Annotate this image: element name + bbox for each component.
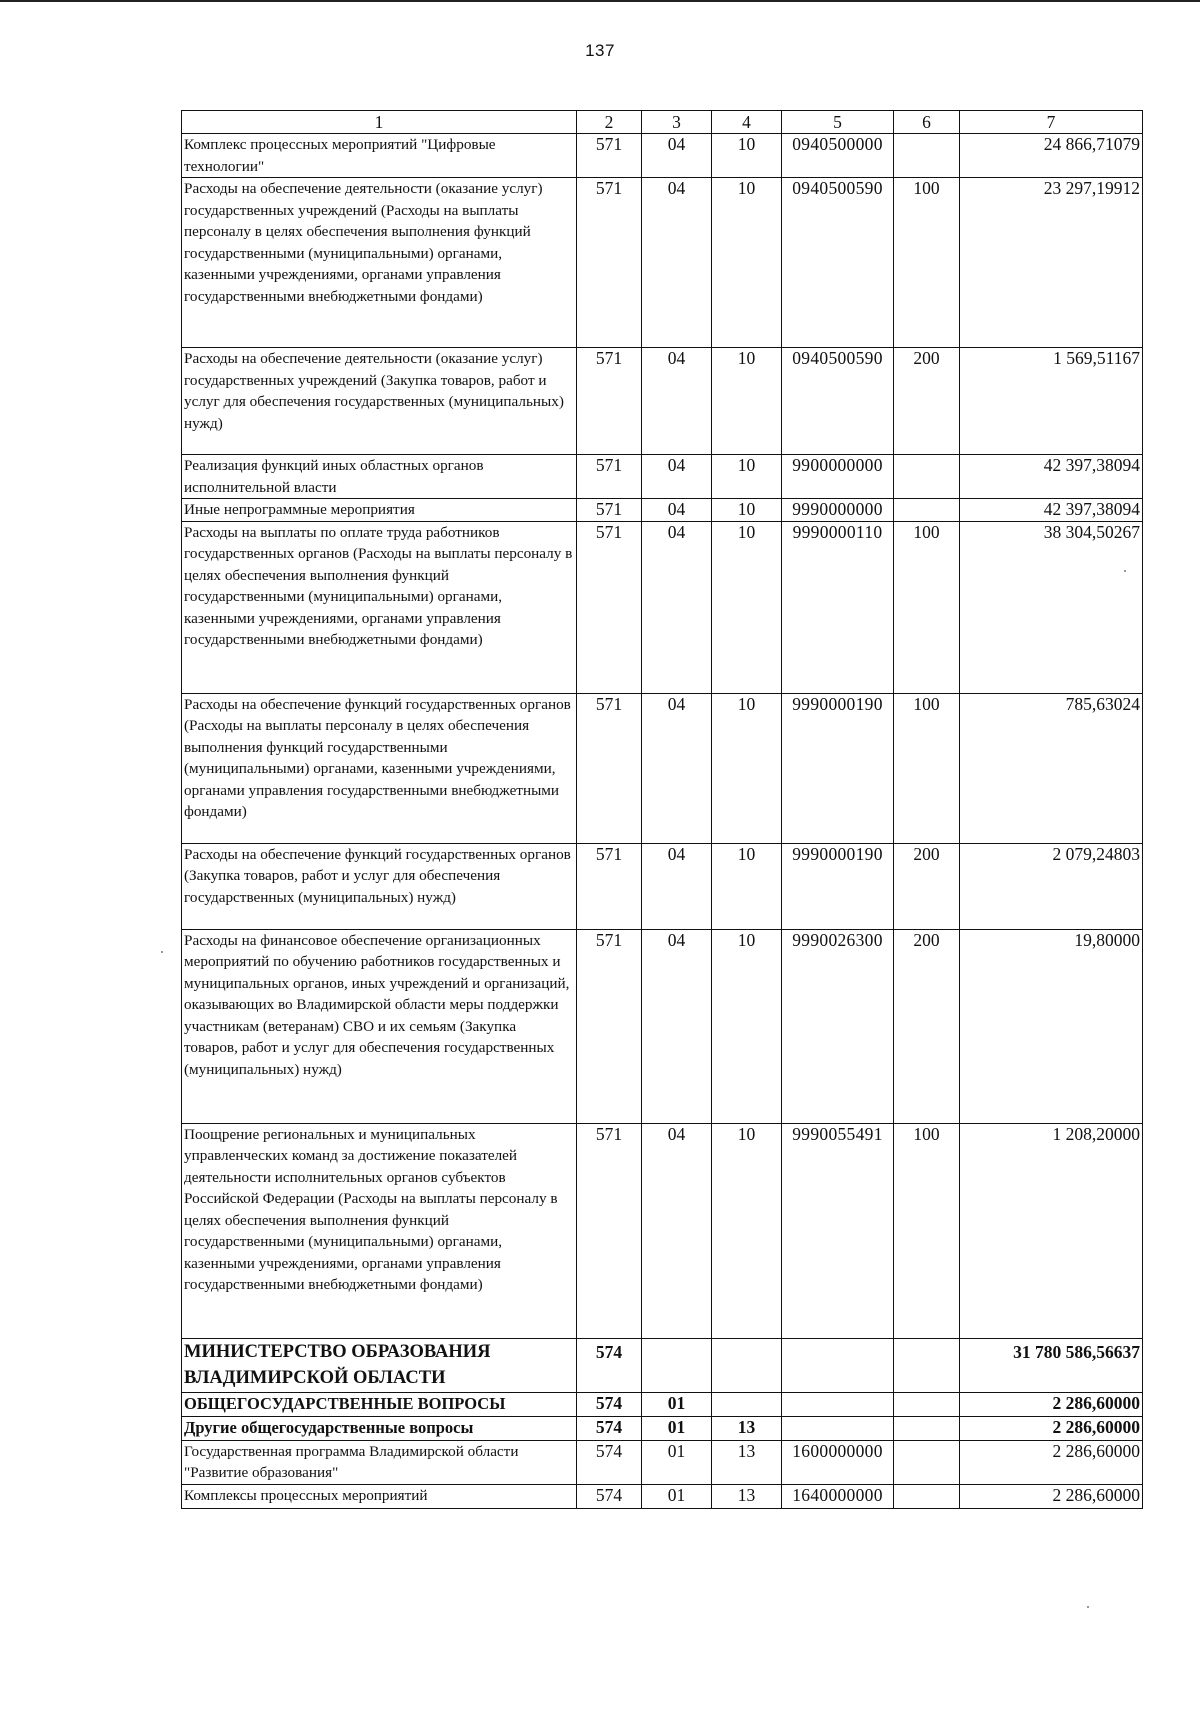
scan-speck <box>1087 1606 1089 1608</box>
expense-type-code <box>894 1484 960 1508</box>
row-name: Реализация функций иных областных органов исполнительной власти <box>182 455 577 499</box>
table-row <box>182 1440 1143 1484</box>
expense-type-code <box>894 1440 960 1484</box>
column-header: 4 <box>712 111 782 134</box>
amount: 24 866,71079 <box>960 134 1143 178</box>
amount: 38 304,50267 <box>960 521 1143 693</box>
row-name: ОБЩЕГОСУДАРСТВЕННЫЕ ВОПРОСЫ <box>182 1392 577 1416</box>
row-name: Расходы на выплаты по оплате труда работников государственных органов (Расходы на выплаты персоналу в целях обеспечения выполнения функций государственными (муниципальными) органами, казенными учреждениями, органами управления государственными внебюджетными фондами) <box>182 521 577 693</box>
row-name: Расходы на обеспечение деятельности (оказание услуг) государственных учреждений (Закупка товаров, работ и услуг для обеспечения государственных (муниципальных) нужд) <box>182 348 577 455</box>
ministry-code: 571 <box>577 134 642 178</box>
section-code: 04 <box>642 843 712 929</box>
subsection-code <box>712 1338 782 1392</box>
section-code: 04 <box>642 521 712 693</box>
ministry-code: 571 <box>577 693 642 843</box>
row-name: Поощрение региональных и муниципальных управленческих команд за достижение показателей деятельности исполнительных органов субъектов Российской Федерации (Расходы на выплаты персоналу в целях обеспечения выполнения функций государственными (муниципальными) органами, казенными учреждениями, органами управления государственными внебюджетными фондами) <box>182 1123 577 1338</box>
expense-type-code: 200 <box>894 929 960 1123</box>
section-code: 04 <box>642 348 712 455</box>
table-row <box>182 693 1143 843</box>
target-article-code <box>782 1392 894 1416</box>
table-row <box>182 521 1143 693</box>
section-code: 04 <box>642 134 712 178</box>
row-name: Комплекс процессных мероприятий "Цифровые технологии" <box>182 134 577 178</box>
table-row-subsection <box>182 1416 1143 1440</box>
amount: 42 397,38094 <box>960 499 1143 522</box>
amount: 2 286,60000 <box>960 1440 1143 1484</box>
expense-type-code <box>894 499 960 522</box>
ministry-code: 574 <box>577 1416 642 1440</box>
subsection-code: 13 <box>712 1440 782 1484</box>
amount: 19,80000 <box>960 929 1143 1123</box>
amount: 23 297,19912 <box>960 178 1143 348</box>
ministry-code: 574 <box>577 1484 642 1508</box>
amount: 2 286,60000 <box>960 1484 1143 1508</box>
section-code: 01 <box>642 1392 712 1416</box>
section-code: 04 <box>642 178 712 348</box>
ministry-code: 574 <box>577 1338 642 1392</box>
amount: 785,63024 <box>960 693 1143 843</box>
target-article-code: 9990000190 <box>782 843 894 929</box>
expense-type-code <box>894 1392 960 1416</box>
target-article-code: 0940500590 <box>782 178 894 348</box>
top-border-line <box>0 0 1200 2</box>
target-article-code: 9990000190 <box>782 693 894 843</box>
table-row <box>182 499 1143 522</box>
section-code: 04 <box>642 455 712 499</box>
section-code: 01 <box>642 1440 712 1484</box>
section-code: 01 <box>642 1484 712 1508</box>
ministry-code: 574 <box>577 1440 642 1484</box>
row-name: Расходы на обеспечение функций государственных органов (Расходы на выплаты персоналу в целях обеспечения выполнения функций государственными (муниципальными) органами, казенными учреждениями, органами управления государственными внебюджетными фондами) <box>182 693 577 843</box>
amount: 2 286,60000 <box>960 1416 1143 1440</box>
subsection-code: 10 <box>712 929 782 1123</box>
table-row <box>182 348 1143 455</box>
scan-speck <box>161 951 163 953</box>
target-article-code: 9990026300 <box>782 929 894 1123</box>
ministry-code: 571 <box>577 843 642 929</box>
expense-type-code <box>894 1416 960 1440</box>
row-name: Другие общегосударственные вопросы <box>182 1416 577 1440</box>
amount: 2 286,60000 <box>960 1392 1143 1416</box>
amount: 1 208,20000 <box>960 1123 1143 1338</box>
target-article-code <box>782 1338 894 1392</box>
subsection-code: 10 <box>712 843 782 929</box>
subsection-code <box>712 1392 782 1416</box>
expense-type-code <box>894 455 960 499</box>
expense-type-code: 100 <box>894 1123 960 1338</box>
section-code: 04 <box>642 929 712 1123</box>
row-name: Комплексы процессных мероприятий <box>182 1484 577 1508</box>
table-row-section <box>182 1392 1143 1416</box>
budget-table <box>181 110 1143 1509</box>
subsection-code: 10 <box>712 455 782 499</box>
target-article-code: 9990055491 <box>782 1123 894 1338</box>
expense-type-code <box>894 134 960 178</box>
table-row <box>182 178 1143 348</box>
target-article-code: 0940500590 <box>782 348 894 455</box>
table-row <box>182 843 1143 929</box>
amount: 31 780 586,56637 <box>960 1338 1143 1392</box>
subsection-code: 13 <box>712 1484 782 1508</box>
section-code: 04 <box>642 693 712 843</box>
target-article-code: 0940500000 <box>782 134 894 178</box>
target-article-code: 9990000000 <box>782 499 894 522</box>
table-row <box>182 134 1143 178</box>
expense-type-code: 200 <box>894 348 960 455</box>
page-number: 137 <box>585 41 615 60</box>
ministry-code: 574 <box>577 1392 642 1416</box>
row-name: Расходы на обеспечение деятельности (оказание услуг) государственных учреждений (Расходы на выплаты персоналу в целях обеспечения выполнения функций государственными (муниципальными) органами, казенными учреждениями, органами управления государственными внебюджетными фондами) <box>182 178 577 348</box>
expense-type-code: 100 <box>894 521 960 693</box>
row-name: Расходы на финансовое обеспечение организационных мероприятий по обучению работников государственных и муниципальных органов, иных учреждений и организаций, оказывающих во Владимирской области меры поддержки участникам (ветеранам) СВО и их семьям (Закупка товаров, работ и услуг для обеспечения государственных (муниципальных) нужд) <box>182 929 577 1123</box>
section-code: 01 <box>642 1416 712 1440</box>
expense-type-code: 100 <box>894 178 960 348</box>
column-header: 5 <box>782 111 894 134</box>
subsection-code: 10 <box>712 521 782 693</box>
row-name: МИНИСТЕРСТВО ОБРАЗОВАНИЯ ВЛАДИМИРСКОЙ ОБЛАСТИ <box>182 1338 577 1392</box>
row-name: Иные непрограммные мероприятия <box>182 499 577 522</box>
column-header: 1 <box>182 111 577 134</box>
amount: 2 079,24803 <box>960 843 1143 929</box>
column-header: 3 <box>642 111 712 134</box>
table-row <box>182 1123 1143 1338</box>
table-row-ministry <box>182 1338 1143 1392</box>
target-article-code <box>782 1416 894 1440</box>
section-code <box>642 1338 712 1392</box>
ministry-code: 571 <box>577 521 642 693</box>
target-article-code: 9990000110 <box>782 521 894 693</box>
target-article-code: 9900000000 <box>782 455 894 499</box>
section-code: 04 <box>642 499 712 522</box>
row-name: Расходы на обеспечение функций государственных органов (Закупка товаров, работ и услуг для обеспечения государственных (муниципальных) нужд) <box>182 843 577 929</box>
amount: 42 397,38094 <box>960 455 1143 499</box>
subsection-code: 10 <box>712 499 782 522</box>
expense-type-code <box>894 1338 960 1392</box>
subsection-code: 10 <box>712 178 782 348</box>
ministry-code: 571 <box>577 499 642 522</box>
expense-type-code: 200 <box>894 843 960 929</box>
subsection-code: 10 <box>712 1123 782 1338</box>
table-row <box>182 455 1143 499</box>
ministry-code: 571 <box>577 455 642 499</box>
target-article-code: 1640000000 <box>782 1484 894 1508</box>
subsection-code: 10 <box>712 134 782 178</box>
table-row <box>182 929 1143 1123</box>
subsection-code: 10 <box>712 348 782 455</box>
amount: 1 569,51167 <box>960 348 1143 455</box>
table-header-row <box>182 111 1143 134</box>
scan-speck <box>1124 570 1126 572</box>
column-header: 7 <box>960 111 1143 134</box>
column-header: 6 <box>894 111 960 134</box>
subsection-code: 10 <box>712 693 782 843</box>
ministry-code: 571 <box>577 1123 642 1338</box>
expense-type-code: 100 <box>894 693 960 843</box>
subsection-code: 13 <box>712 1416 782 1440</box>
ministry-code: 571 <box>577 348 642 455</box>
target-article-code: 1600000000 <box>782 1440 894 1484</box>
ministry-code: 571 <box>577 929 642 1123</box>
ministry-code: 571 <box>577 178 642 348</box>
section-code: 04 <box>642 1123 712 1338</box>
table-row <box>182 1484 1143 1508</box>
column-header: 2 <box>577 111 642 134</box>
row-name: Государственная программа Владимирской области "Развитие образования" <box>182 1440 577 1484</box>
